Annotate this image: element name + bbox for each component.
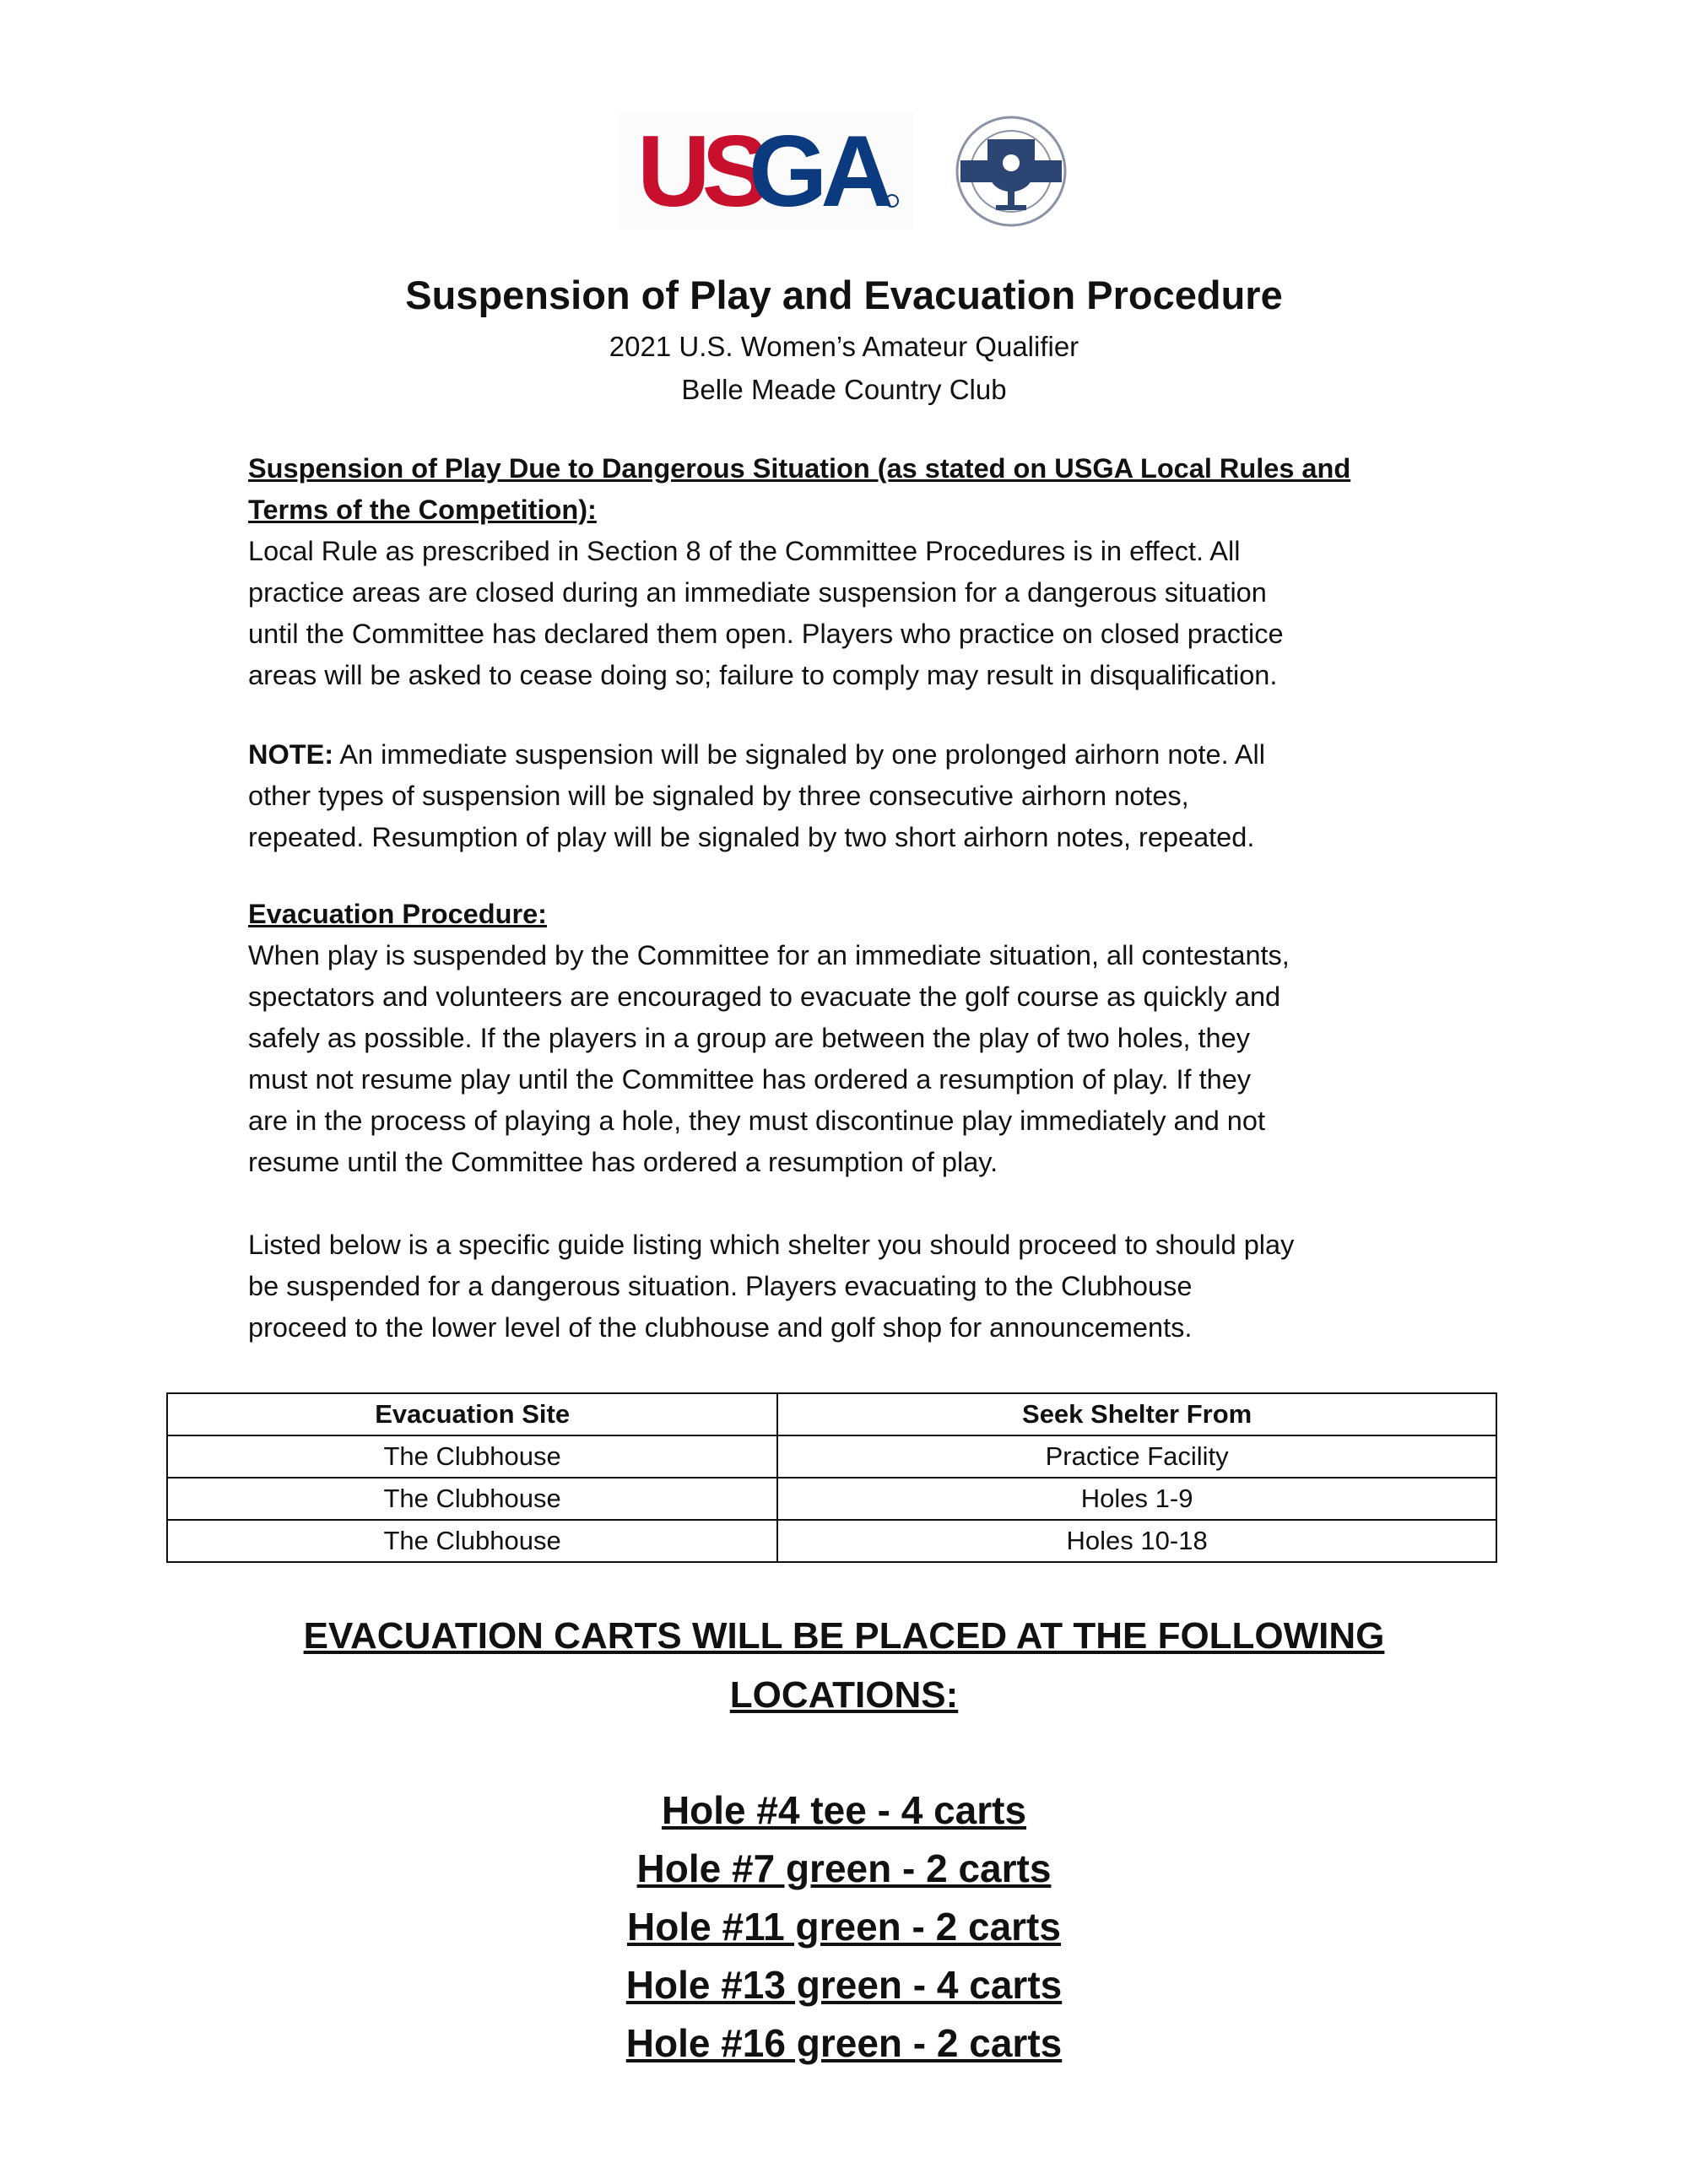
paragraph-line: safely as possible. If the players in a group are between the play of two holes, they	[248, 1023, 1250, 1053]
svg-text:US: US	[637, 115, 761, 228]
paragraph-line: practice areas are closed during an immediate suspension for a dangerous situation	[248, 577, 1267, 608]
table-cell: Holes 10-18	[777, 1520, 1496, 1562]
table-cell: The Clubhouse	[167, 1435, 777, 1478]
section-heading: Terms of the Competition):	[248, 495, 597, 525]
venue-name: Belle Meade Country Club	[681, 374, 1007, 405]
paragraph-line: be suspended for a dangerous situation. Players evacuating to the Clubhouse	[248, 1271, 1193, 1301]
note-paragraph	[248, 734, 1514, 858]
paragraph-line: Listed below is a specific guide listing which shelter you should proceed to should play	[248, 1230, 1295, 1260]
paragraph-line: When play is suspended by the Committee for an immediate situation, all contestants,	[248, 940, 1290, 970]
note-label: NOTE:	[248, 739, 334, 770]
shelter-guide-paragraph	[248, 1224, 1514, 1349]
paragraph-line: proceed to the lower level of the clubhouse and golf shop for announcements.	[248, 1312, 1193, 1343]
carts-heading: EVACUATION CARTS WILL BE PLACED AT THE FOLLOWING	[303, 1615, 1385, 1657]
table-cell: Practice Facility	[777, 1435, 1496, 1478]
paragraph-line: spectators and volunteers are encouraged to evacuate the golf course as quickly and	[248, 981, 1281, 1012]
cart-location: Hole #13 green - 4 carts	[625, 1963, 1063, 2007]
table-cell: The Clubhouse	[167, 1478, 777, 1520]
paragraph-line: until the Committee has declared them open. Players who practice on closed practice	[248, 619, 1284, 649]
paragraph-line: are in the process of playing a hole, they must discontinue play immediately and not	[248, 1106, 1265, 1136]
table-row	[167, 1435, 1496, 1478]
section-evacuation-procedure	[248, 894, 1514, 1183]
table-cell: Holes 1-9	[777, 1478, 1496, 1520]
table-cell: The Clubhouse	[167, 1520, 777, 1562]
table-row	[167, 1520, 1496, 1562]
section-heading: Suspension of Play Due to Dangerous Situation (as stated on USGA Local Rules and	[248, 453, 1351, 484]
column-header: Evacuation Site	[167, 1393, 777, 1435]
logo-bar	[0, 111, 1688, 234]
carts-heading: LOCATIONS:	[729, 1674, 959, 1716]
section-dangerous-situation	[248, 448, 1514, 696]
cart-location: Hole #4 tee - 4 carts	[661, 1788, 1027, 1832]
paragraph-line: Local Rule as prescribed in Section 8 of the Committee Procedures is in effect. All	[248, 536, 1241, 566]
cart-location: Hole #7 green - 2 carts	[636, 1846, 1052, 1890]
paragraph-line: must not resume play until the Committee has ordered a resumption of play. If they	[248, 1064, 1252, 1095]
tennessee-golf-association-seal	[954, 114, 1069, 229]
table-header-row	[167, 1393, 1496, 1435]
table-row	[167, 1478, 1496, 1520]
section-heading: Evacuation Procedure:	[248, 899, 547, 929]
event-name: 2021 U.S. Women’s Amateur Qualifier	[609, 331, 1079, 362]
paragraph-line: repeated. Resumption of play will be signaled by two short airhorn notes, repeated.	[248, 822, 1255, 852]
paragraph-line: resume until the Committee has ordered a resumption of play.	[248, 1147, 998, 1177]
evacuation-table	[166, 1392, 1497, 1563]
cart-location: Hole #16 green - 2 carts	[625, 2021, 1063, 2065]
paragraph-line: other types of suspension will be signaled by three consecutive airhorn notes,	[248, 781, 1189, 811]
column-header: Seek Shelter From	[777, 1393, 1496, 1435]
cart-location: Hole #11 green - 2 carts	[627, 1905, 1061, 1949]
paragraph-line: An immediate suspension will be signaled by one prolonged airhorn note. All	[333, 739, 1265, 770]
usga-logo	[620, 111, 914, 230]
paragraph-line: areas will be asked to cease doing so; failure to comply may result in disqualification.	[248, 660, 1278, 690]
page-title: Suspension of Play and Evacuation Procedure	[405, 273, 1283, 317]
svg-text:GA: GA	[749, 115, 887, 228]
